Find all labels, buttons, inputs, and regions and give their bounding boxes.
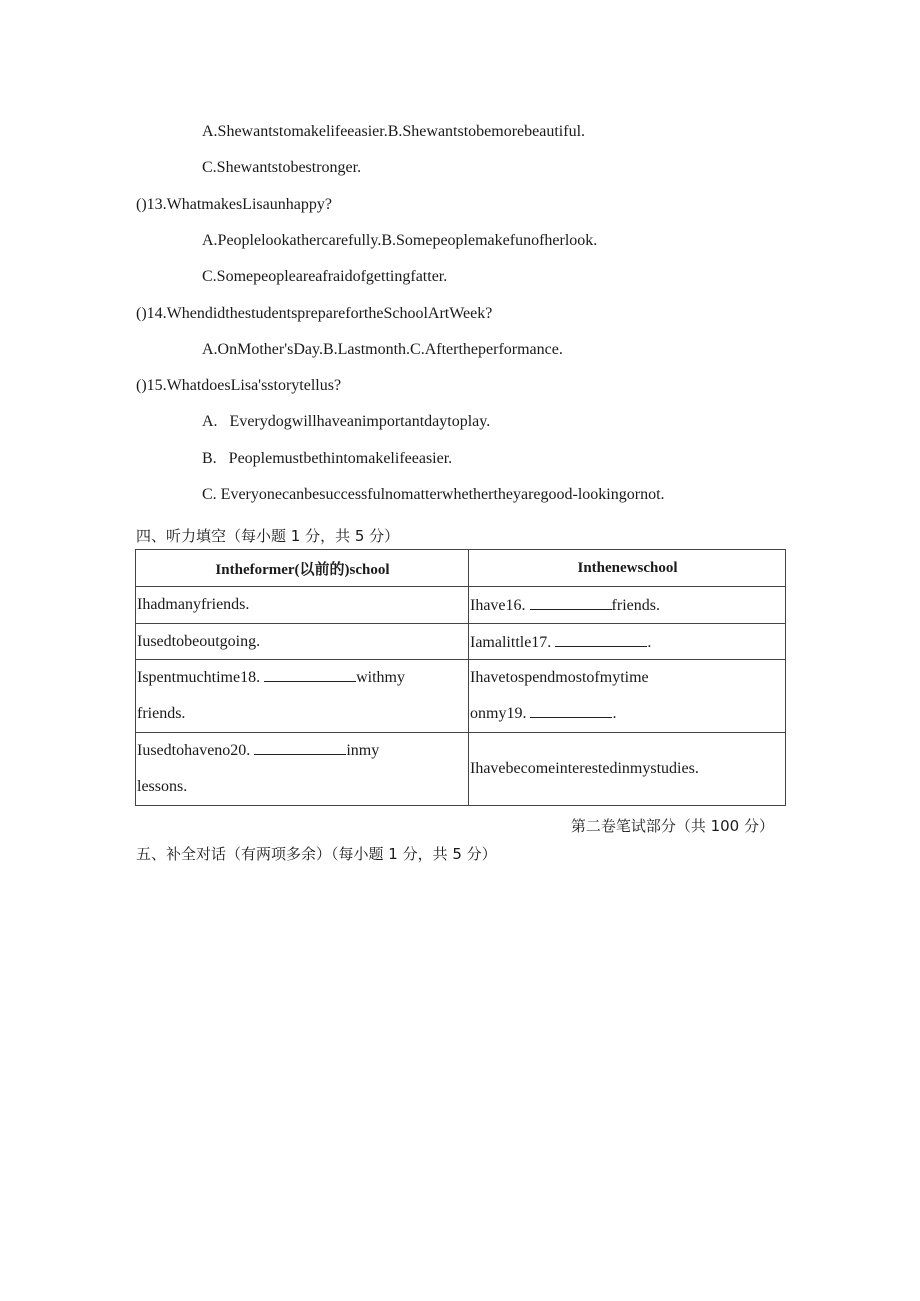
header-new-school: Inthenewschool [469,550,786,587]
row3-right-line1: Ihavetospendmostofmytime [470,669,649,686]
row4-right: Ihavebecomeinterestedinmystudies. [469,733,786,806]
row2-right-post: . [647,633,652,651]
q15-option-b: B. Peoplemustbethintomakelifeeasier. [202,450,453,467]
part2-label: 第二卷笔试部分（共 100 分） [570,817,774,835]
row3-left-pre: Ispentmuchtime18. [137,669,261,686]
header-former-school: Intheformer(以前的)school [136,550,469,587]
row4-left-pre: Iusedtohaveno20. [137,742,251,759]
row4-left-post: inmy [346,742,380,759]
blank-19[interactable] [530,703,612,718]
q13-option-c: C.Somepeopleareafraidofgettingfatter. [202,268,448,285]
row3-right-pre: onmy19. [470,705,527,722]
row1-right-post: friends. [611,597,660,614]
blank-20[interactable] [254,740,346,755]
row3-right-post: . [612,705,617,722]
q15-option-a: A. Everydogwillhaveanimportantdaytoplay. [202,413,491,430]
q14-stem: ()14.WhendidthestudentspreparefortheSchoolArtWeek? [136,305,493,322]
row1-right [469,587,786,624]
blank-17[interactable] [555,632,647,647]
row4-left [136,733,469,806]
section4-title: 四、听力填空（每小题 1 分，共 5 分） [136,527,400,545]
blank-18[interactable] [264,667,356,682]
row3-left-post: withmy [356,669,405,686]
row2-left: Iusedtobeoutgoing. [136,624,469,660]
row3-right [469,660,786,733]
listening-fill-table [135,549,786,806]
q14-options: A.OnMother'sDay.B.Lastmonth.C.Aftertheperformance. [202,341,563,358]
row4-left-line2: lessons. [137,778,188,795]
q15-stem: ()15.WhatdoesLisa'sstorytellus? [136,377,342,394]
row3-left [136,660,469,733]
q13-stem: ()13.WhatmakesLisaunhappy? [136,196,332,213]
row1-left: Ihadmanyfriends. [136,587,469,624]
blank-16[interactable] [530,595,612,610]
row2-right [469,624,786,660]
q13-options-ab: A.Peoplelookathercarefully.B.Somepeoplemakefunofherlook. [202,232,598,249]
q15-option-c: C. Everyonecanbesuccessfulnomatterwhethertheyaregood-lookingornot. [202,486,665,503]
q12-option-c: C.Shewantstobestronger. [202,159,362,176]
row3-left-line2: friends. [137,705,186,722]
row2-right-pre: Iamalittle17. [470,633,552,651]
q12-options-ab: A.Shewantstomakelifeeasier.B.Shewantstobemorebeautiful. [202,123,586,140]
row1-right-pre: Ihave16. [470,597,526,614]
section5-title: 五、补全对话（有两项多余）（每小题 1 分，共 5 分） [136,845,497,863]
